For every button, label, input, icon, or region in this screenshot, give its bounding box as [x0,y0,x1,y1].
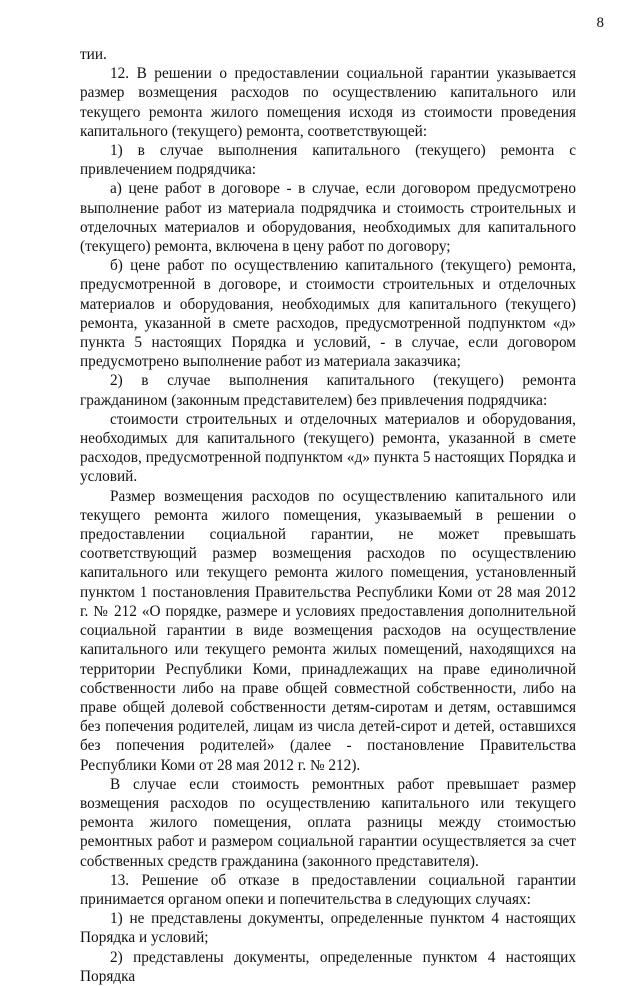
paragraph-materials-cost: стоимости строительных и отделочных материалов и оборудования, необходимых для капитального (текущего) ремонта, указанной в смете расходов, предусмотренной подпунктом «д» пункта 5 настоящих Порядка и условий. [80,410,576,486]
page-number: 8 [596,15,604,31]
paragraph-clause-13: 13. Решение об отказе в предоставлении социальной гарантии принимается органом опеки и попечительства в следующих случаях: [80,871,576,908]
paragraph-item-1: 1) в случае выполнения капитального (текущего) ремонта с привлечением подрядчика: [80,142,576,179]
paragraph-refusal-1: 1) не представлены документы, определенные пунктом 4 настоящих Порядка и условий; [80,910,576,947]
paragraph-subitem-b: б) цене работ по осуществлению капитального (текущего) ремонта, предусмотренной в договоре, и стоимости строительных и отделочных материалов и оборудования, необходимых для капитального (текущего) ремонта, указанной в смете расходов, предусмотренной подпунктом «д» пункта 5 настоящих Порядка и условий, - в случае, если договором предусмотрено выполнение работ из материала заказчика; [80,257,576,371]
paragraph-reimbursement-limit: Размер возмещения расходов по осуществлению капитального или текущего ремонта жилого помещения, указываемый в решении о предоставлении социальной гарантии, не может превышать соответствующий размер возмещения расходов по осуществлению капитального или текущего ремонта жилого помещения, установленный пунктом 1 постановления Правительства Республики Коми от 28 мая 2012 г. № 212 «О порядке, размере и условиях предоставления дополнительной социальной гарантии в виде возмещения расходов на осуществление капитального или текущего ремонта жилых помещений, находящихся на территории Республики Коми, принадлежащих на праве единоличной собственности либо на праве общей совместной собственности, либо на праве общей долевой собственности детям-сиротам и детям, оставшимся без попечения родителей, лицам из числа детей-сирот и детей, оставшихся без попечения родителей» (далее - постановление Правительства Республики Коми от 28 мая 2012 г. № 212). [80,487,576,774]
document-body [80,45,576,986]
paragraph-item-2: 2) в случае выполнения капитального (текущего) ремонта гражданином (законным представителем) без привлечения подрядчика: [80,372,576,409]
paragraph-continuation: тии. [80,46,107,63]
paragraph-subitem-a: а) цене работ в договоре - в случае, если договором предусмотрено выполнение работ из материала подрядчика и стоимость строительных и отделочных материалов и оборудования, необходимых для капитального (текущего) ремонта, включена в цену работ по договору; [80,180,576,256]
paragraph-refusal-2: 2) представлены документы, определенные пунктом 4 настоящих Порядка [80,948,576,985]
paragraph-cost-difference: В случае если стоимость ремонтных работ превышает размер возмещения расходов по осуществлению капитального или текущего ремонта жилого помещения, оплата разницы между стоимостью ремонтных работ и размером социальной гарантии осуществляется за счет собственных средств гражданина (законного представителя). [80,775,576,870]
paragraph-clause-12: 12. В решении о предоставлении социальной гарантии указывается размер возмещения расходов по осуществлению капитального или текущего ремонта жилого помещения исходя из стоимости проведения капитального (текущего) ремонта, соответствующей: [80,65,576,140]
